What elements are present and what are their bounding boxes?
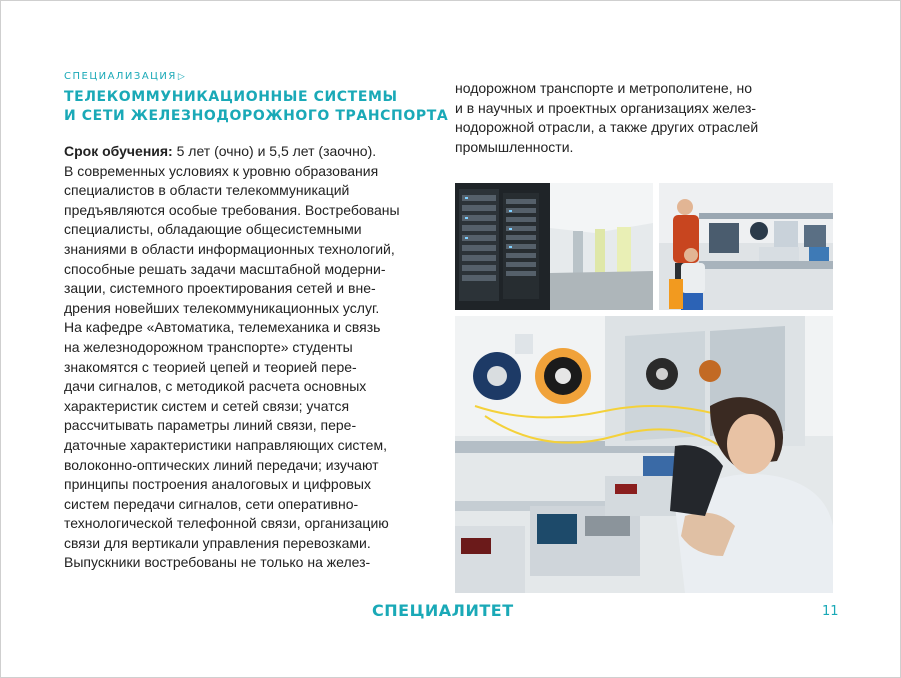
body-line: волоконно-оптических линий передачи; изучают bbox=[64, 456, 379, 473]
body-text-left bbox=[64, 142, 436, 573]
body-line: специалистов в области телекоммуникаций bbox=[64, 182, 350, 199]
server-room-photo bbox=[455, 183, 653, 310]
body-line: предъявляются особые требования. Востребованы bbox=[64, 201, 400, 218]
body-line: знакомятся с теорией цепей и теорией пере- bbox=[64, 358, 357, 375]
body-line: зации, системного проектирования сетей и вне- bbox=[64, 280, 376, 297]
body-line: специалисты, обладающие общесистемными bbox=[64, 221, 362, 238]
duration-line bbox=[64, 142, 436, 162]
page-number: 11 bbox=[822, 604, 839, 619]
body-line: технологической телефонной связи, организацию bbox=[64, 515, 389, 532]
body-line: дрения новейших телекоммуникационных услуг. bbox=[64, 299, 380, 316]
footer-title: СПЕЦИАЛИТЕТ bbox=[372, 601, 514, 620]
body-text-right bbox=[455, 79, 835, 157]
body-line: способные решать задачи масштабной модерни- bbox=[64, 260, 386, 277]
duration-value: 5 лет (очно) и 5,5 лет (заочно). bbox=[172, 143, 377, 159]
body-line: На кафедре «Автоматика, телемеханика и связь bbox=[64, 319, 381, 336]
body-line: связи для вертикали управления перевозками. bbox=[64, 534, 371, 551]
body-line: нодорожной отрасли, а также других отраслей bbox=[455, 119, 759, 136]
title-line-2: И СЕТИ ЖЕЛЕЗНОДОРОЖНОГО ТРАНСПОРТА bbox=[64, 108, 449, 124]
body-line: Выпускники востребованы не только на желез- bbox=[64, 554, 371, 571]
body-line: В современных условиях к уровню образования bbox=[64, 162, 379, 179]
title-line-1: ТЕЛЕКОММУНИКАЦИОННЫЕ СИСТЕМЫ bbox=[64, 89, 398, 105]
body-line: систем передачи сигналов, сети оперативно- bbox=[64, 495, 359, 512]
body-line: принципы построения аналоговых и цифровых bbox=[64, 476, 371, 493]
duration-label: Срок обучения: bbox=[64, 143, 173, 159]
body-line: даточные характеристики направляющих систем, bbox=[64, 436, 387, 453]
body-line: дачи сигналов, с методикой расчета основных bbox=[64, 378, 367, 395]
section-label bbox=[64, 71, 186, 82]
body-line: на железнодорожном транспорте» студенты bbox=[64, 338, 353, 355]
body-line: и в научных и проектных организациях желез- bbox=[455, 99, 757, 116]
lab-instructor-photo bbox=[659, 183, 833, 310]
body-line: промышленности. bbox=[455, 138, 574, 155]
body-line: знаниями в области информационных технологий, bbox=[64, 240, 395, 257]
body-line: рассчитывать параметры линий связи, пере- bbox=[64, 417, 357, 434]
body-line: характеристик систем и сетей связи; учатся bbox=[64, 397, 350, 414]
section-label-text: СПЕЦИАЛИЗАЦИЯ bbox=[64, 71, 177, 82]
page-title bbox=[64, 88, 449, 126]
lab-students-photo bbox=[455, 316, 833, 593]
body-line: нодорожном транспорте и метрополитене, но bbox=[455, 80, 753, 96]
triangle-arrow-icon: ▷ bbox=[177, 72, 187, 82]
